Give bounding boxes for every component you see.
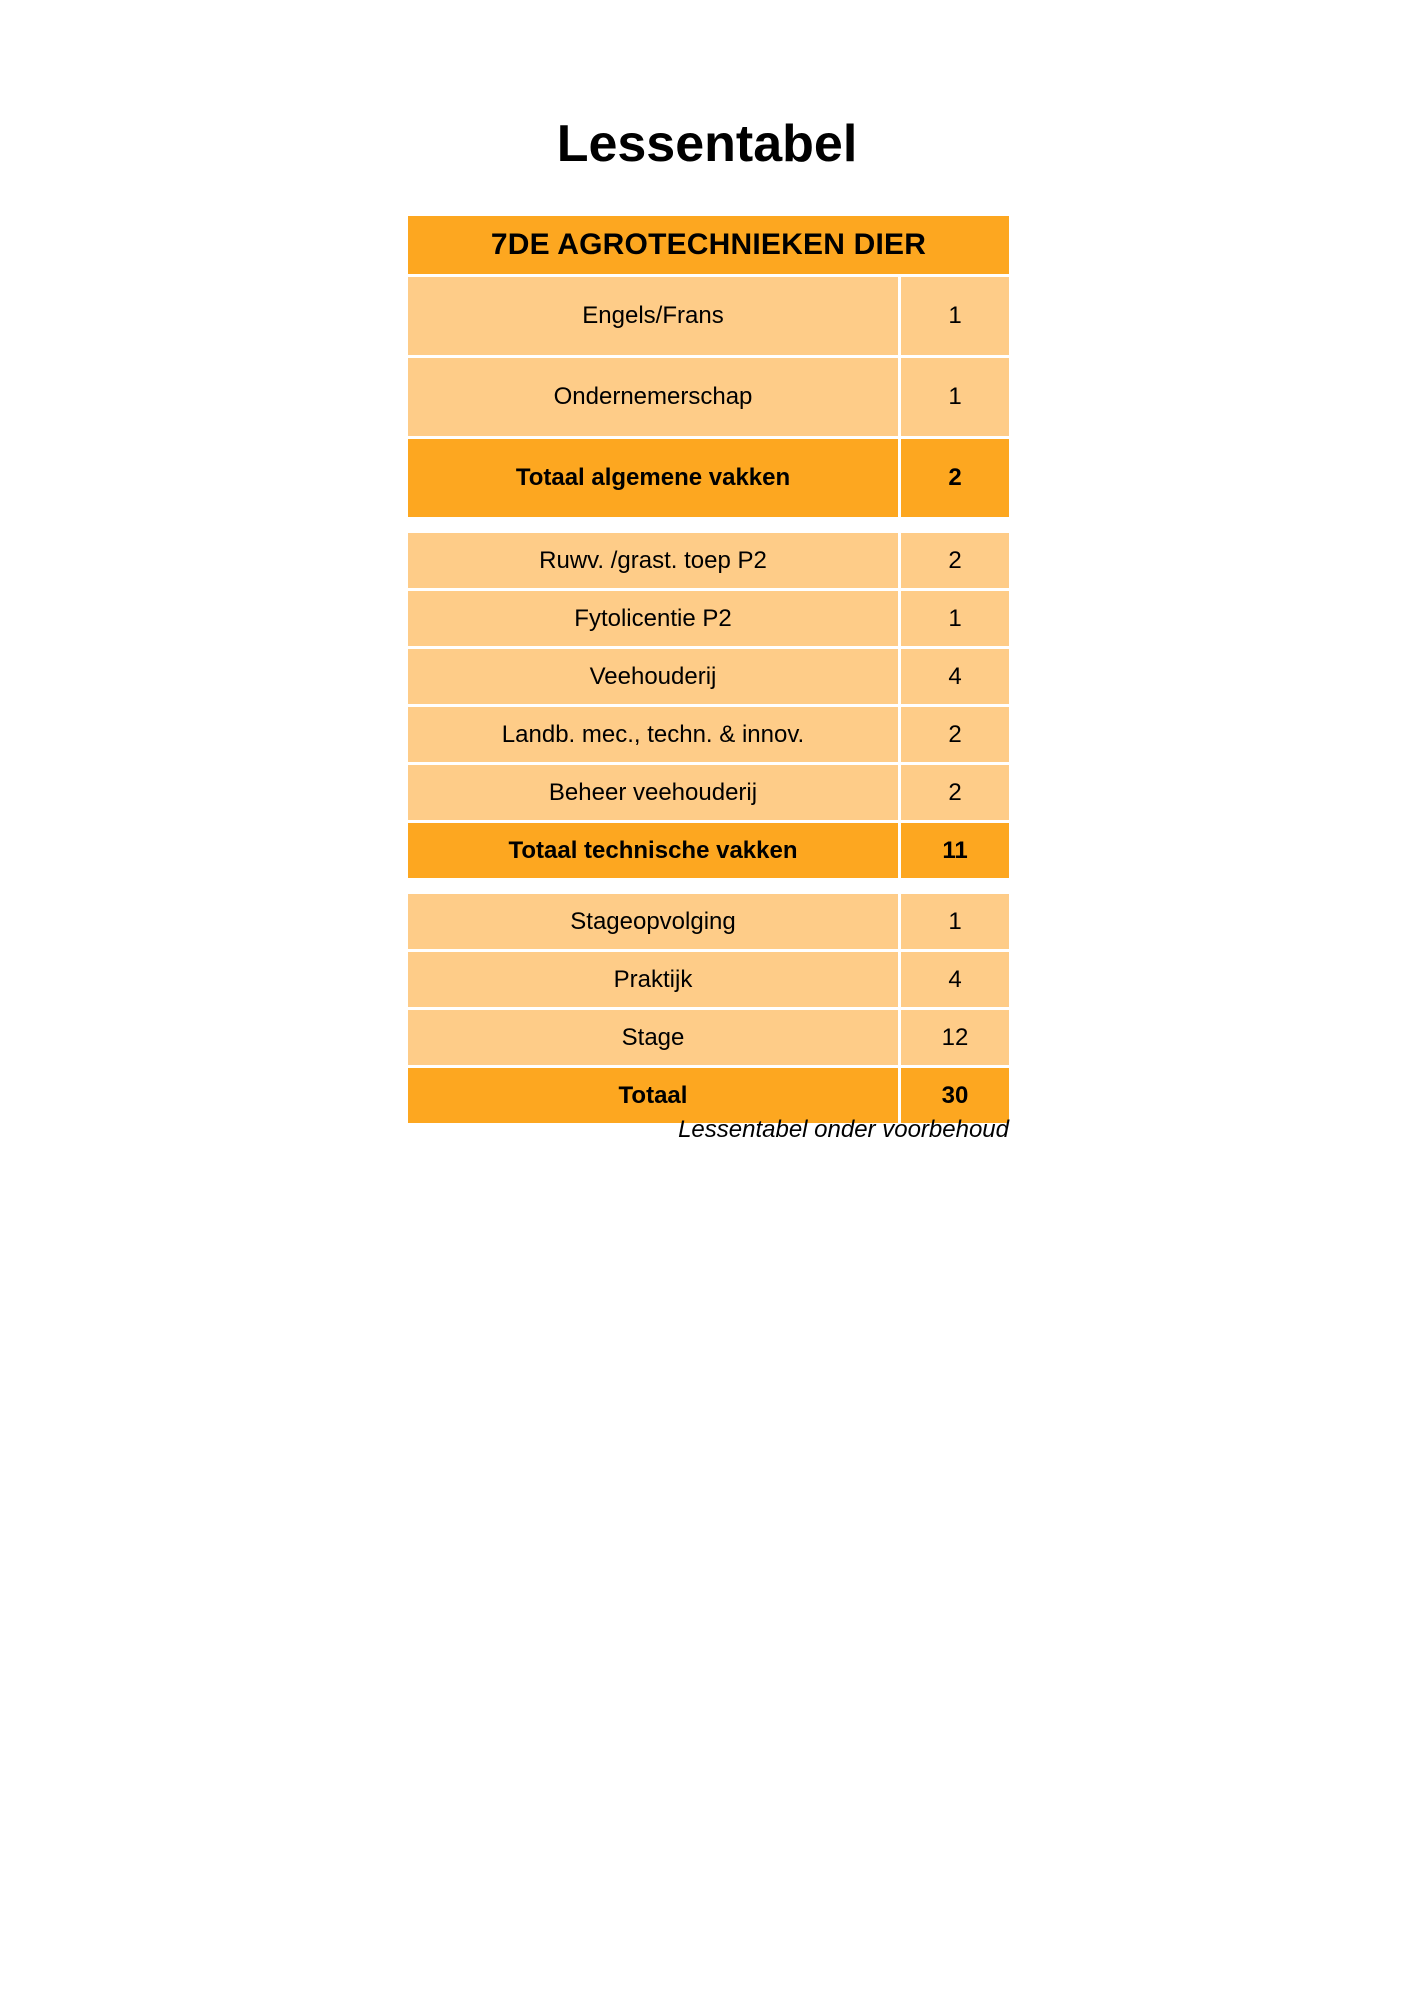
subject-cell: Ondernemerschap <box>408 358 898 436</box>
table-row <box>408 591 1009 646</box>
subject-cell: Landb. mec., techn. & innov. <box>408 707 898 762</box>
total-row <box>408 1068 1009 1123</box>
total-row <box>408 823 1009 878</box>
table-row <box>408 952 1009 1007</box>
group-spacer <box>408 881 1009 894</box>
total-value: 30 <box>901 1068 1009 1123</box>
total-row <box>408 439 1009 517</box>
table-row <box>408 533 1009 588</box>
hours-cell: 1 <box>901 277 1009 355</box>
total-label: Totaal technische vakken <box>408 823 898 878</box>
subject-cell: Stageopvolging <box>408 894 898 949</box>
table-row <box>408 1010 1009 1065</box>
table-row <box>408 649 1009 704</box>
hours-cell: 4 <box>901 952 1009 1007</box>
hours-cell: 2 <box>901 707 1009 762</box>
subject-cell: Fytolicentie P2 <box>408 591 898 646</box>
lessentabel-table <box>408 216 1009 1126</box>
subject-cell: Engels/Frans <box>408 277 898 355</box>
table-header: 7DE AGROTECHNIEKEN DIER <box>408 216 1009 274</box>
hours-cell: 1 <box>901 894 1009 949</box>
subject-cell: Stage <box>408 1010 898 1065</box>
subject-cell: Praktijk <box>408 952 898 1007</box>
table-row <box>408 358 1009 436</box>
hours-cell: 2 <box>901 765 1009 820</box>
table-row <box>408 277 1009 355</box>
total-label: Totaal algemene vakken <box>408 439 898 517</box>
hours-cell: 1 <box>901 358 1009 436</box>
subject-cell: Ruwv. /grast. toep P2 <box>408 533 898 588</box>
table-row <box>408 894 1009 949</box>
total-label: Totaal <box>408 1068 898 1123</box>
page-title: Lessentabel <box>556 115 858 173</box>
subject-cell: Veehouderij <box>408 649 898 704</box>
group-spacer <box>408 520 1009 533</box>
subject-cell: Beheer veehouderij <box>408 765 898 820</box>
table-row <box>408 707 1009 762</box>
hours-cell: 1 <box>901 591 1009 646</box>
footnote: Lessentabel onder voorbehoud <box>678 1116 1009 1143</box>
total-value: 2 <box>901 439 1009 517</box>
total-value: 11 <box>901 823 1009 878</box>
hours-cell: 12 <box>901 1010 1009 1065</box>
hours-cell: 2 <box>901 533 1009 588</box>
table-row <box>408 765 1009 820</box>
hours-cell: 4 <box>901 649 1009 704</box>
